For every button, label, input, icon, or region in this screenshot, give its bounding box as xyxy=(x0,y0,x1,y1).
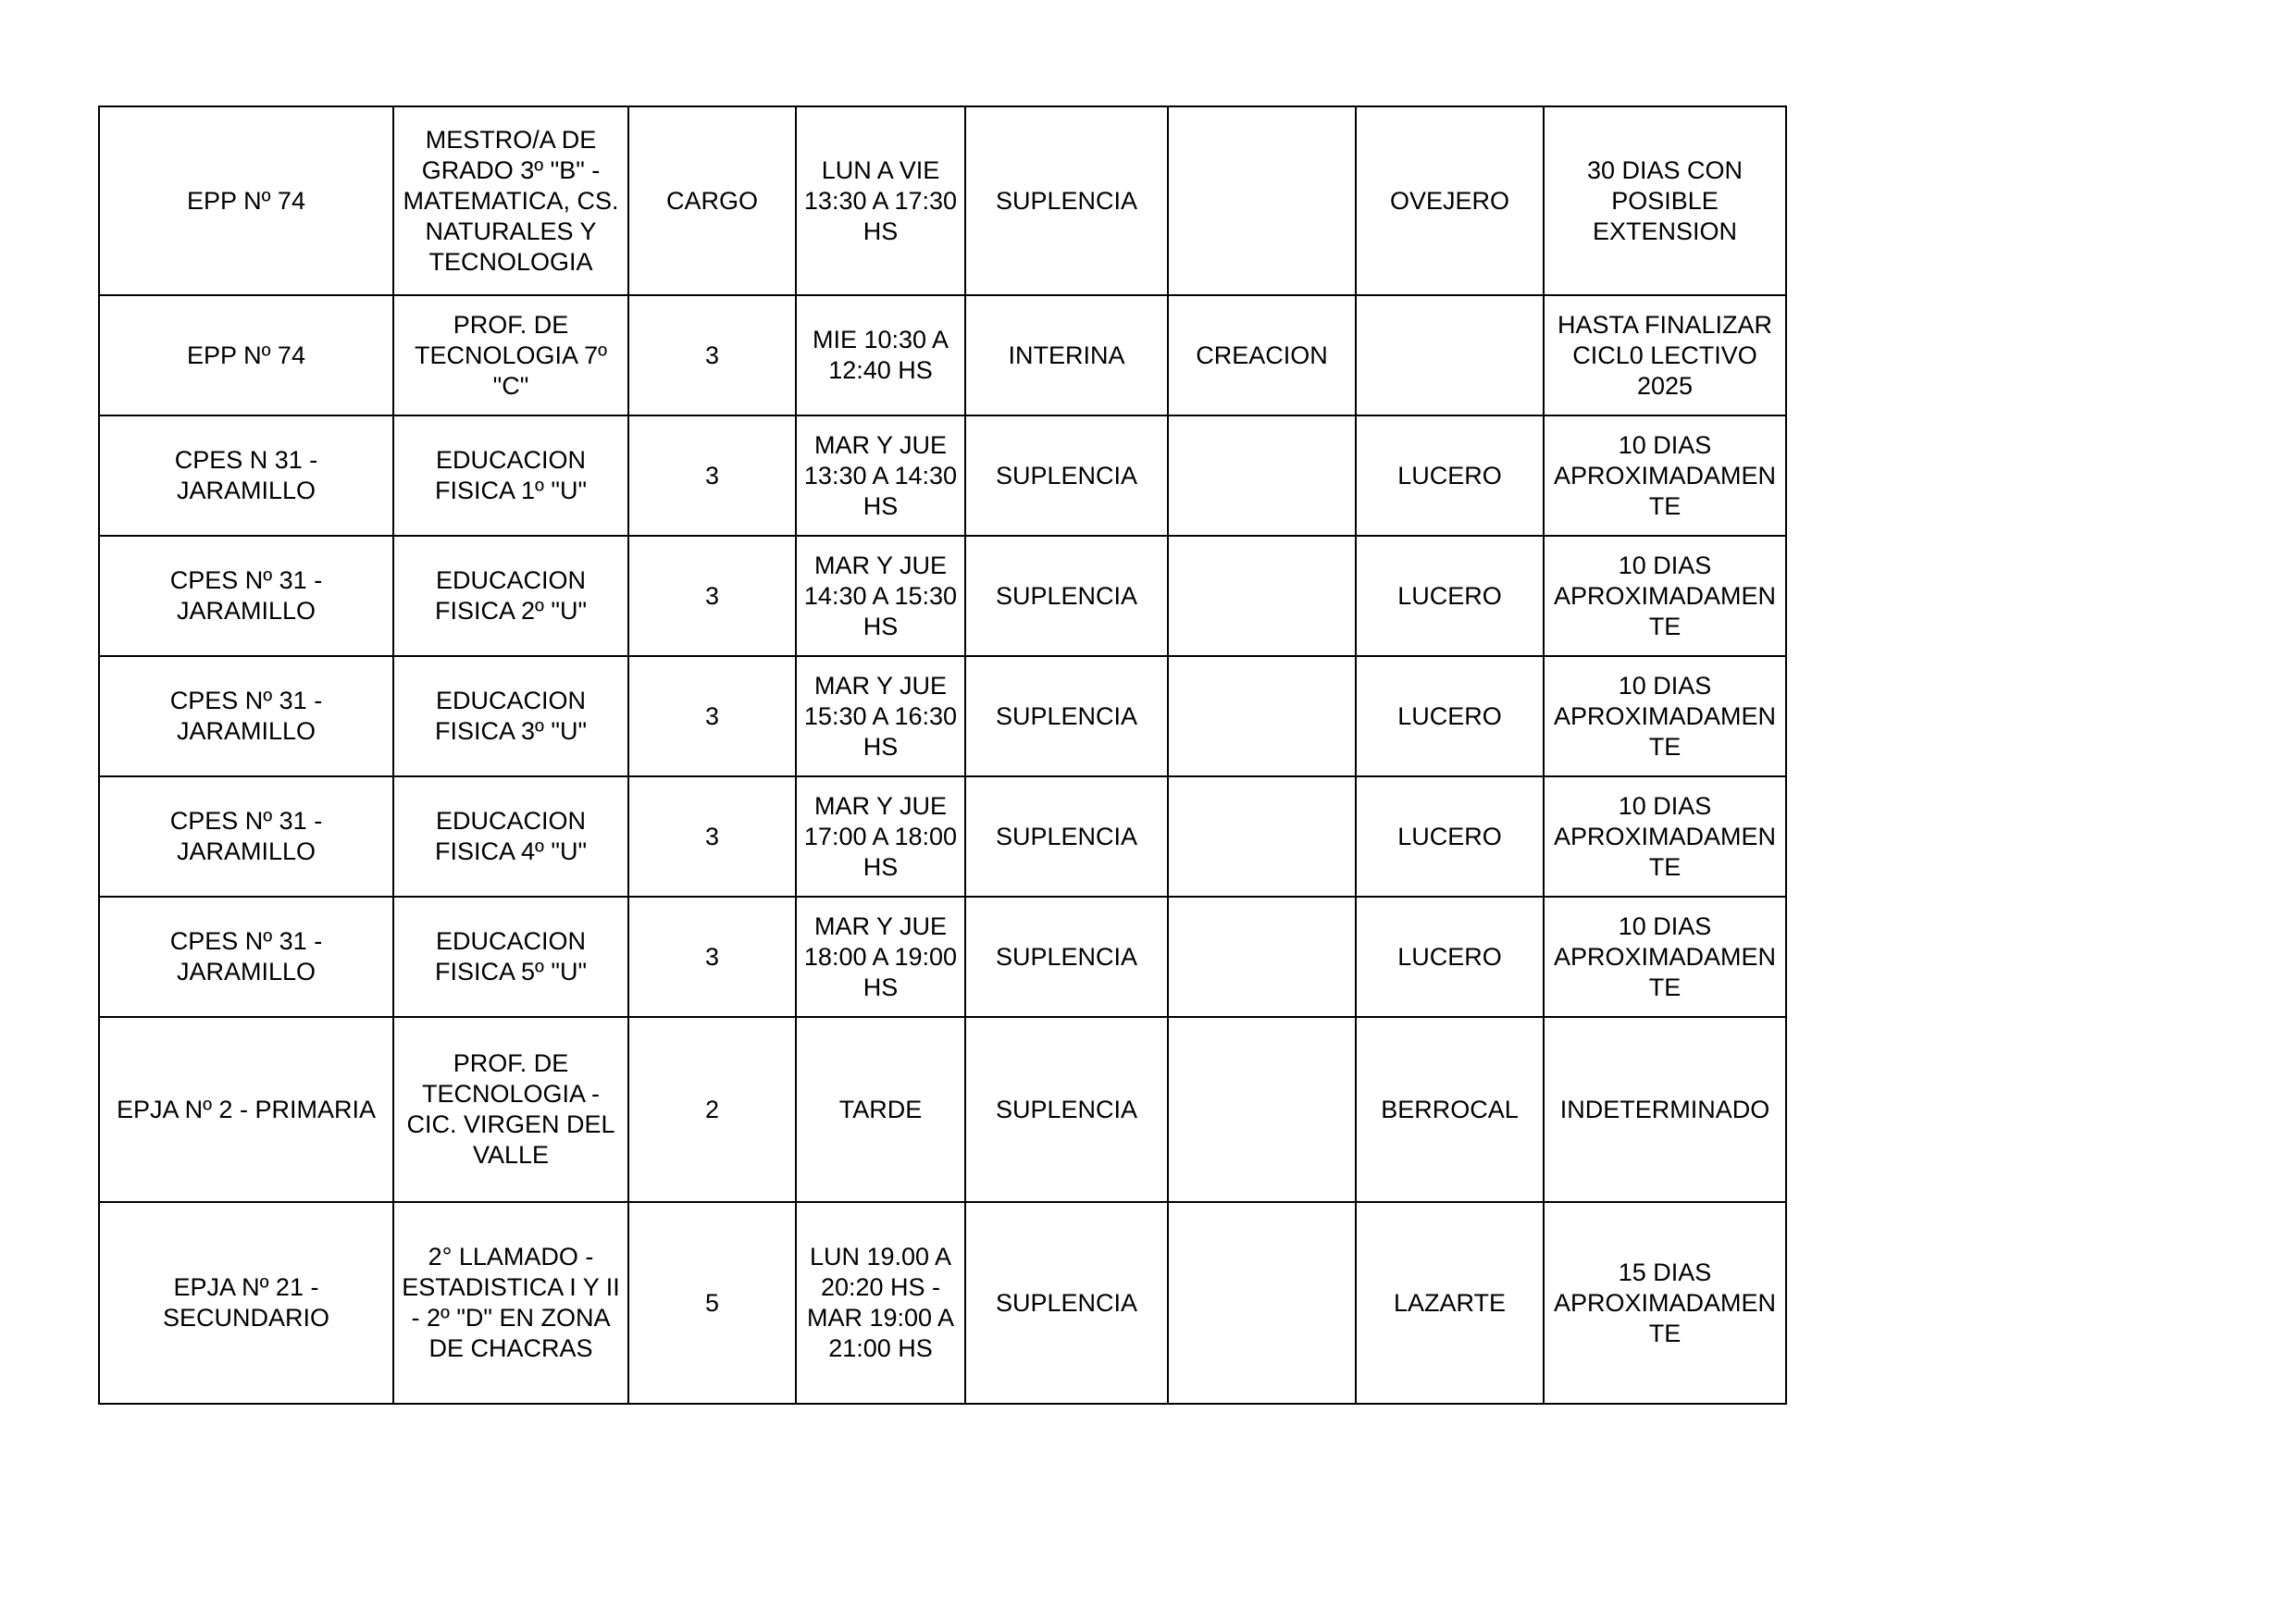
table-row xyxy=(99,656,1786,776)
position-cell: EDUCACION FISICA 1º "U" xyxy=(393,415,628,536)
hours-cell: 5 xyxy=(628,1202,796,1404)
schedule-cell: MAR Y JUE 13:30 A 14:30 HS xyxy=(796,415,965,536)
replaces-cell: LUCERO xyxy=(1356,536,1544,656)
duration-cell: 30 DIAS CON POSIBLE EXTENSION xyxy=(1544,106,1786,295)
duration-cell: 10 DIAS APROXIMADAMEN TE xyxy=(1544,656,1786,776)
schedule-cell: MAR Y JUE 17:00 A 18:00 HS xyxy=(796,776,965,897)
duration-cell: HASTA FINALIZAR CICL0 LECTIVO 2025 xyxy=(1544,295,1786,415)
duration-cell: 10 DIAS APROXIMADAMEN TE xyxy=(1544,536,1786,656)
table-row xyxy=(99,776,1786,897)
reason-cell xyxy=(1168,897,1356,1017)
replaces-cell: OVEJERO xyxy=(1356,106,1544,295)
duration-cell: 10 DIAS APROXIMADAMEN TE xyxy=(1544,897,1786,1017)
school-cell: CPES Nº 31 - JARAMILLO xyxy=(99,776,393,897)
status-cell: INTERINA xyxy=(965,295,1168,415)
position-cell: PROF. DE TECNOLOGIA 7º "C" xyxy=(393,295,628,415)
table-row xyxy=(99,1202,1786,1404)
reason-cell xyxy=(1168,1017,1356,1202)
schedule-cell: MAR Y JUE 15:30 A 16:30 HS xyxy=(796,656,965,776)
school-cell: CPES Nº 31 - JARAMILLO xyxy=(99,897,393,1017)
vacancy-sheet xyxy=(98,105,1787,1405)
hours-cell: 3 xyxy=(628,295,796,415)
school-cell: CPES N 31 - JARAMILLO xyxy=(99,415,393,536)
school-cell: EPP Nº 74 xyxy=(99,295,393,415)
table-row xyxy=(99,1017,1786,1202)
school-cell: EPJA Nº 21 - SECUNDARIO xyxy=(99,1202,393,1404)
hours-cell: 2 xyxy=(628,1017,796,1202)
status-cell: SUPLENCIA xyxy=(965,106,1168,295)
status-cell: SUPLENCIA xyxy=(965,897,1168,1017)
schedule-cell: LUN 19.00 A 20:20 HS - MAR 19:00 A 21:00 HS xyxy=(796,1202,965,1404)
reason-cell xyxy=(1168,776,1356,897)
replaces-cell: LUCERO xyxy=(1356,656,1544,776)
position-cell: MESTRO/A DE GRADO 3º "B" - MATEMATICA, CS. NATURALES Y TECNOLOGIA xyxy=(393,106,628,295)
reason-cell xyxy=(1168,106,1356,295)
reason-cell xyxy=(1168,415,1356,536)
status-cell: SUPLENCIA xyxy=(965,1202,1168,1404)
vacancy-table xyxy=(98,105,1787,1405)
schedule-cell: TARDE xyxy=(796,1017,965,1202)
status-cell: SUPLENCIA xyxy=(965,536,1168,656)
replaces-cell: LUCERO xyxy=(1356,415,1544,536)
reason-cell xyxy=(1168,536,1356,656)
replaces-cell: LUCERO xyxy=(1356,897,1544,1017)
schedule-cell: MAR Y JUE 18:00 A 19:00 HS xyxy=(796,897,965,1017)
position-cell: EDUCACION FISICA 5º "U" xyxy=(393,897,628,1017)
hours-cell: 3 xyxy=(628,656,796,776)
hours-cell: 3 xyxy=(628,776,796,897)
position-cell: 2° LLAMADO - ESTADISTICA I Y II - 2º "D" EN ZONA DE CHACRAS xyxy=(393,1202,628,1404)
schedule-cell: MAR Y JUE 14:30 A 15:30 HS xyxy=(796,536,965,656)
schedule-cell: LUN A VIE 13:30 A 17:30 HS xyxy=(796,106,965,295)
duration-cell: INDETERMINADO xyxy=(1544,1017,1786,1202)
table-row xyxy=(99,295,1786,415)
duration-cell: 10 DIAS APROXIMADAMEN TE xyxy=(1544,776,1786,897)
school-cell: CPES Nº 31 - JARAMILLO xyxy=(99,536,393,656)
hours-cell: CARGO xyxy=(628,106,796,295)
hours-cell: 3 xyxy=(628,536,796,656)
duration-cell: 10 DIAS APROXIMADAMEN TE xyxy=(1544,415,1786,536)
reason-cell xyxy=(1168,1202,1356,1404)
hours-cell: 3 xyxy=(628,415,796,536)
replaces-cell: LAZARTE xyxy=(1356,1202,1544,1404)
replaces-cell: BERROCAL xyxy=(1356,1017,1544,1202)
table-row xyxy=(99,415,1786,536)
reason-cell xyxy=(1168,656,1356,776)
status-cell: SUPLENCIA xyxy=(965,415,1168,536)
schedule-cell: MIE 10:30 A 12:40 HS xyxy=(796,295,965,415)
table-row xyxy=(99,897,1786,1017)
position-cell: PROF. DE TECNOLOGIA - CIC. VIRGEN DEL VALLE xyxy=(393,1017,628,1202)
school-cell: CPES Nº 31 - JARAMILLO xyxy=(99,656,393,776)
status-cell: SUPLENCIA xyxy=(965,1017,1168,1202)
status-cell: SUPLENCIA xyxy=(965,656,1168,776)
table-row xyxy=(99,106,1786,295)
school-cell: EPJA Nº 2 - PRIMARIA xyxy=(99,1017,393,1202)
hours-cell: 3 xyxy=(628,897,796,1017)
status-cell: SUPLENCIA xyxy=(965,776,1168,897)
position-cell: EDUCACION FISICA 4º "U" xyxy=(393,776,628,897)
school-cell: EPP Nº 74 xyxy=(99,106,393,295)
table-row xyxy=(99,536,1786,656)
position-cell: EDUCACION FISICA 2º "U" xyxy=(393,536,628,656)
replaces-cell xyxy=(1356,295,1544,415)
position-cell: EDUCACION FISICA 3º "U" xyxy=(393,656,628,776)
replaces-cell: LUCERO xyxy=(1356,776,1544,897)
reason-cell: CREACION xyxy=(1168,295,1356,415)
duration-cell: 15 DIAS APROXIMADAMEN TE xyxy=(1544,1202,1786,1404)
